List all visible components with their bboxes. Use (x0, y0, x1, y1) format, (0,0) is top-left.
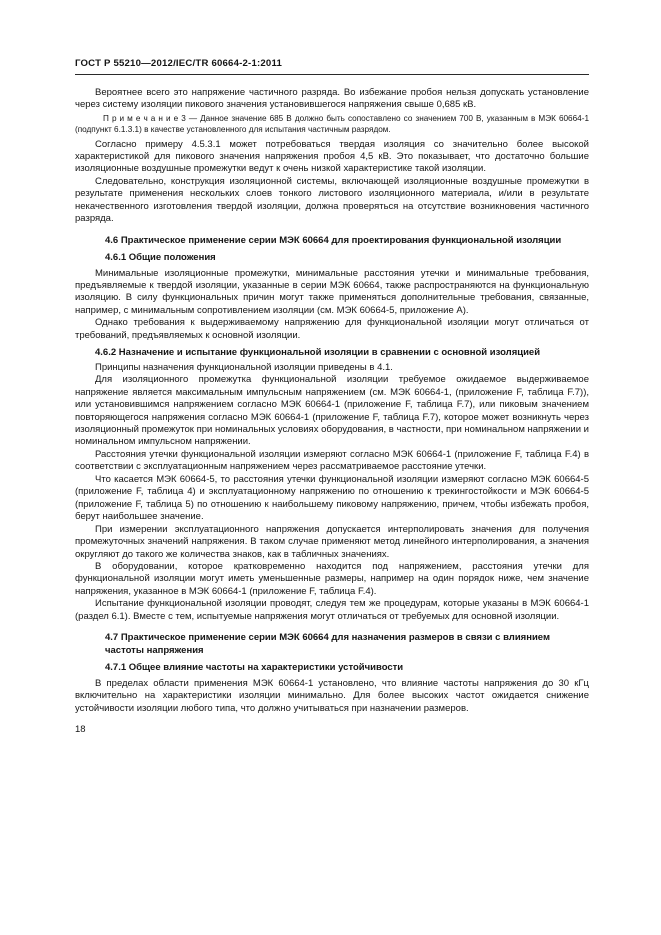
page-number: 18 (75, 723, 86, 735)
paragraph: Минимальные изоляционные промежутки, минимальные расстояния утечки и минимальные требования, предъявляемые к твердой изоляции, указанные в серии МЭК 60664, также распространяются на функциональную изоляцию. В силу функциональных причин могут также применяться дополнительные требования, связанные, например, с минимальным сопротивлением изоляции (см. МЭК 60664-5, приложение А). (75, 267, 589, 316)
document-body (75, 87, 589, 715)
document-header (75, 58, 589, 74)
paragraph: В пределах области применения МЭК 60664-1 установлено, что влияние частоты напряжения до 30 кГц включительно на характеристики изоляции минимально. Для более высоких частот ожидается снижение устойчивости изоляции любого типа, что должно учитываться при назначении размеров. (75, 677, 589, 714)
paragraph: Для изоляционного промежутка функциональной изоляции требуемое ожидаемое выдерживаемое напряжение является максимальным импульсным напряжением (см. МЭК 60664-1, (приложение F, таблица F.7)), или установившимся напряжением согласно МЭК 60664-1 (приложение F, таблица F.7), или пиковым значением повторяющегося напряжения согласно МЭК 60664-1 (приложение F, таблица F.7), которое может возникнуть через изоляционный промежуток при номинальных условиях оборудования, в частности, при номинальном напряжении и номинальном импульсном напряжении. (75, 374, 589, 448)
paragraph: В оборудовании, которое кратковременно находится под напряжением, расстояния утечки для функциональной изоляции могут иметь уменьшенные размеры, например на один порядок ниже, чем значение напряжения, указанное в МЭК 60664-1 (приложение F, таблица F.4). (75, 561, 589, 597)
doc-code: ГОСТ Р 55210—2012/IEC/TR 60664-2-1:2011 (75, 58, 282, 69)
paragraph: Испытание функциональной изоляции проводят, следуя тем же процедурам, которые указаны в МЭК 60664-1 (раздел 6.1). Вместе с тем, испытуемые напряжения могут отличаться от требуемых для основной изоляции. (75, 598, 589, 622)
section-heading: 4.7 Практическое применение серии МЭК 60664 для назначения размеров в связи с влиянием частоты напряжения (105, 632, 550, 656)
section-heading: 4.6 Практическое применение серии МЭК 60664 для проектирования функциональной изоляции (105, 234, 562, 246)
paragraph: Однако требования к выдерживаемому напряжению для функциональной изоляции могут отличаться от требований, предъявляемых к основной изоляции. (75, 317, 589, 341)
subsection-heading-wrap: 4.6.2 Назначение и испытание функциональной изоляции в сравнении с основной изоляцией (95, 347, 541, 359)
paragraph: Расстояния утечки функциональной изоляции измеряют согласно МЭК 60664-1 (приложение F, таблица F.4) в соответствии с эксплуатационным напряжением через рассматриваемое расстояние утечки. (75, 448, 589, 473)
paragraph: При измерении эксплуатационного напряжения допускается интерполировать значения для получения промежуточных значений напряжения. В таком случае применяют метод линейного интерполирования, а значения округляют до такого же количества знаков, как в табличных значениях. (75, 523, 589, 560)
paragraph: Следовательно, конструкция изоляционной системы, включающей изоляционные воздушные промежутки в результате применения нескольких слоев тонкого листового изоляционного материала, и/или в результате некачественного изготовления твердой изоляции, должна проверяться на отсутствие возникновения частичного разряда. (75, 175, 589, 225)
subsection-heading: 4.7.1 Общее влияние частоты на характеристики устойчивости (105, 662, 404, 674)
paragraph: Вероятнее всего это напряжение частичного разряда. Во избежание пробоя нельзя допускать установление через систему изоляции пикового значения установившегося напряжения свыше 0,685 кВ. (75, 87, 589, 111)
note: П р и м е ч а н и е 3 — Данное значение 685 В должно быть сопоставлено со значением 700 В, указанным в МЭК 60664-1 (подпункт 6.1.3.1) в качестве установленного для испытания частичным разрядом. (75, 113, 589, 134)
paragraph: Принципы назначения функциональной изоляции приведены в 4.1. (95, 361, 393, 373)
paragraph: Согласно примеру 4.5.3.1 может потребоваться твердая изоляция со значительно более высокой характеристикой для пикового значения напряжения пробоя 4,5 кВ. Это показывает, что достаточно большие изоляционные воздушные промежутки ведут к очень низкой характеристике такой изоляции. (75, 138, 589, 175)
subsection-heading: 4.6.1 Общие положения (105, 252, 216, 264)
header-rule (75, 74, 589, 75)
paragraph: Что касается МЭК 60664-5, то расстояния утечки функциональной изоляции измеряют согласно МЭК 60664-5 (приложение F, таблица 4) и эксплуатационному напряжению по отношению к трекингостойкости и МЭК 60664-5 (приложение F, таблица 5) по отношению к наибольшему пиковому напряжению, причем, чтобы избежать пробоя, берут наибольшее значение. (75, 473, 589, 523)
